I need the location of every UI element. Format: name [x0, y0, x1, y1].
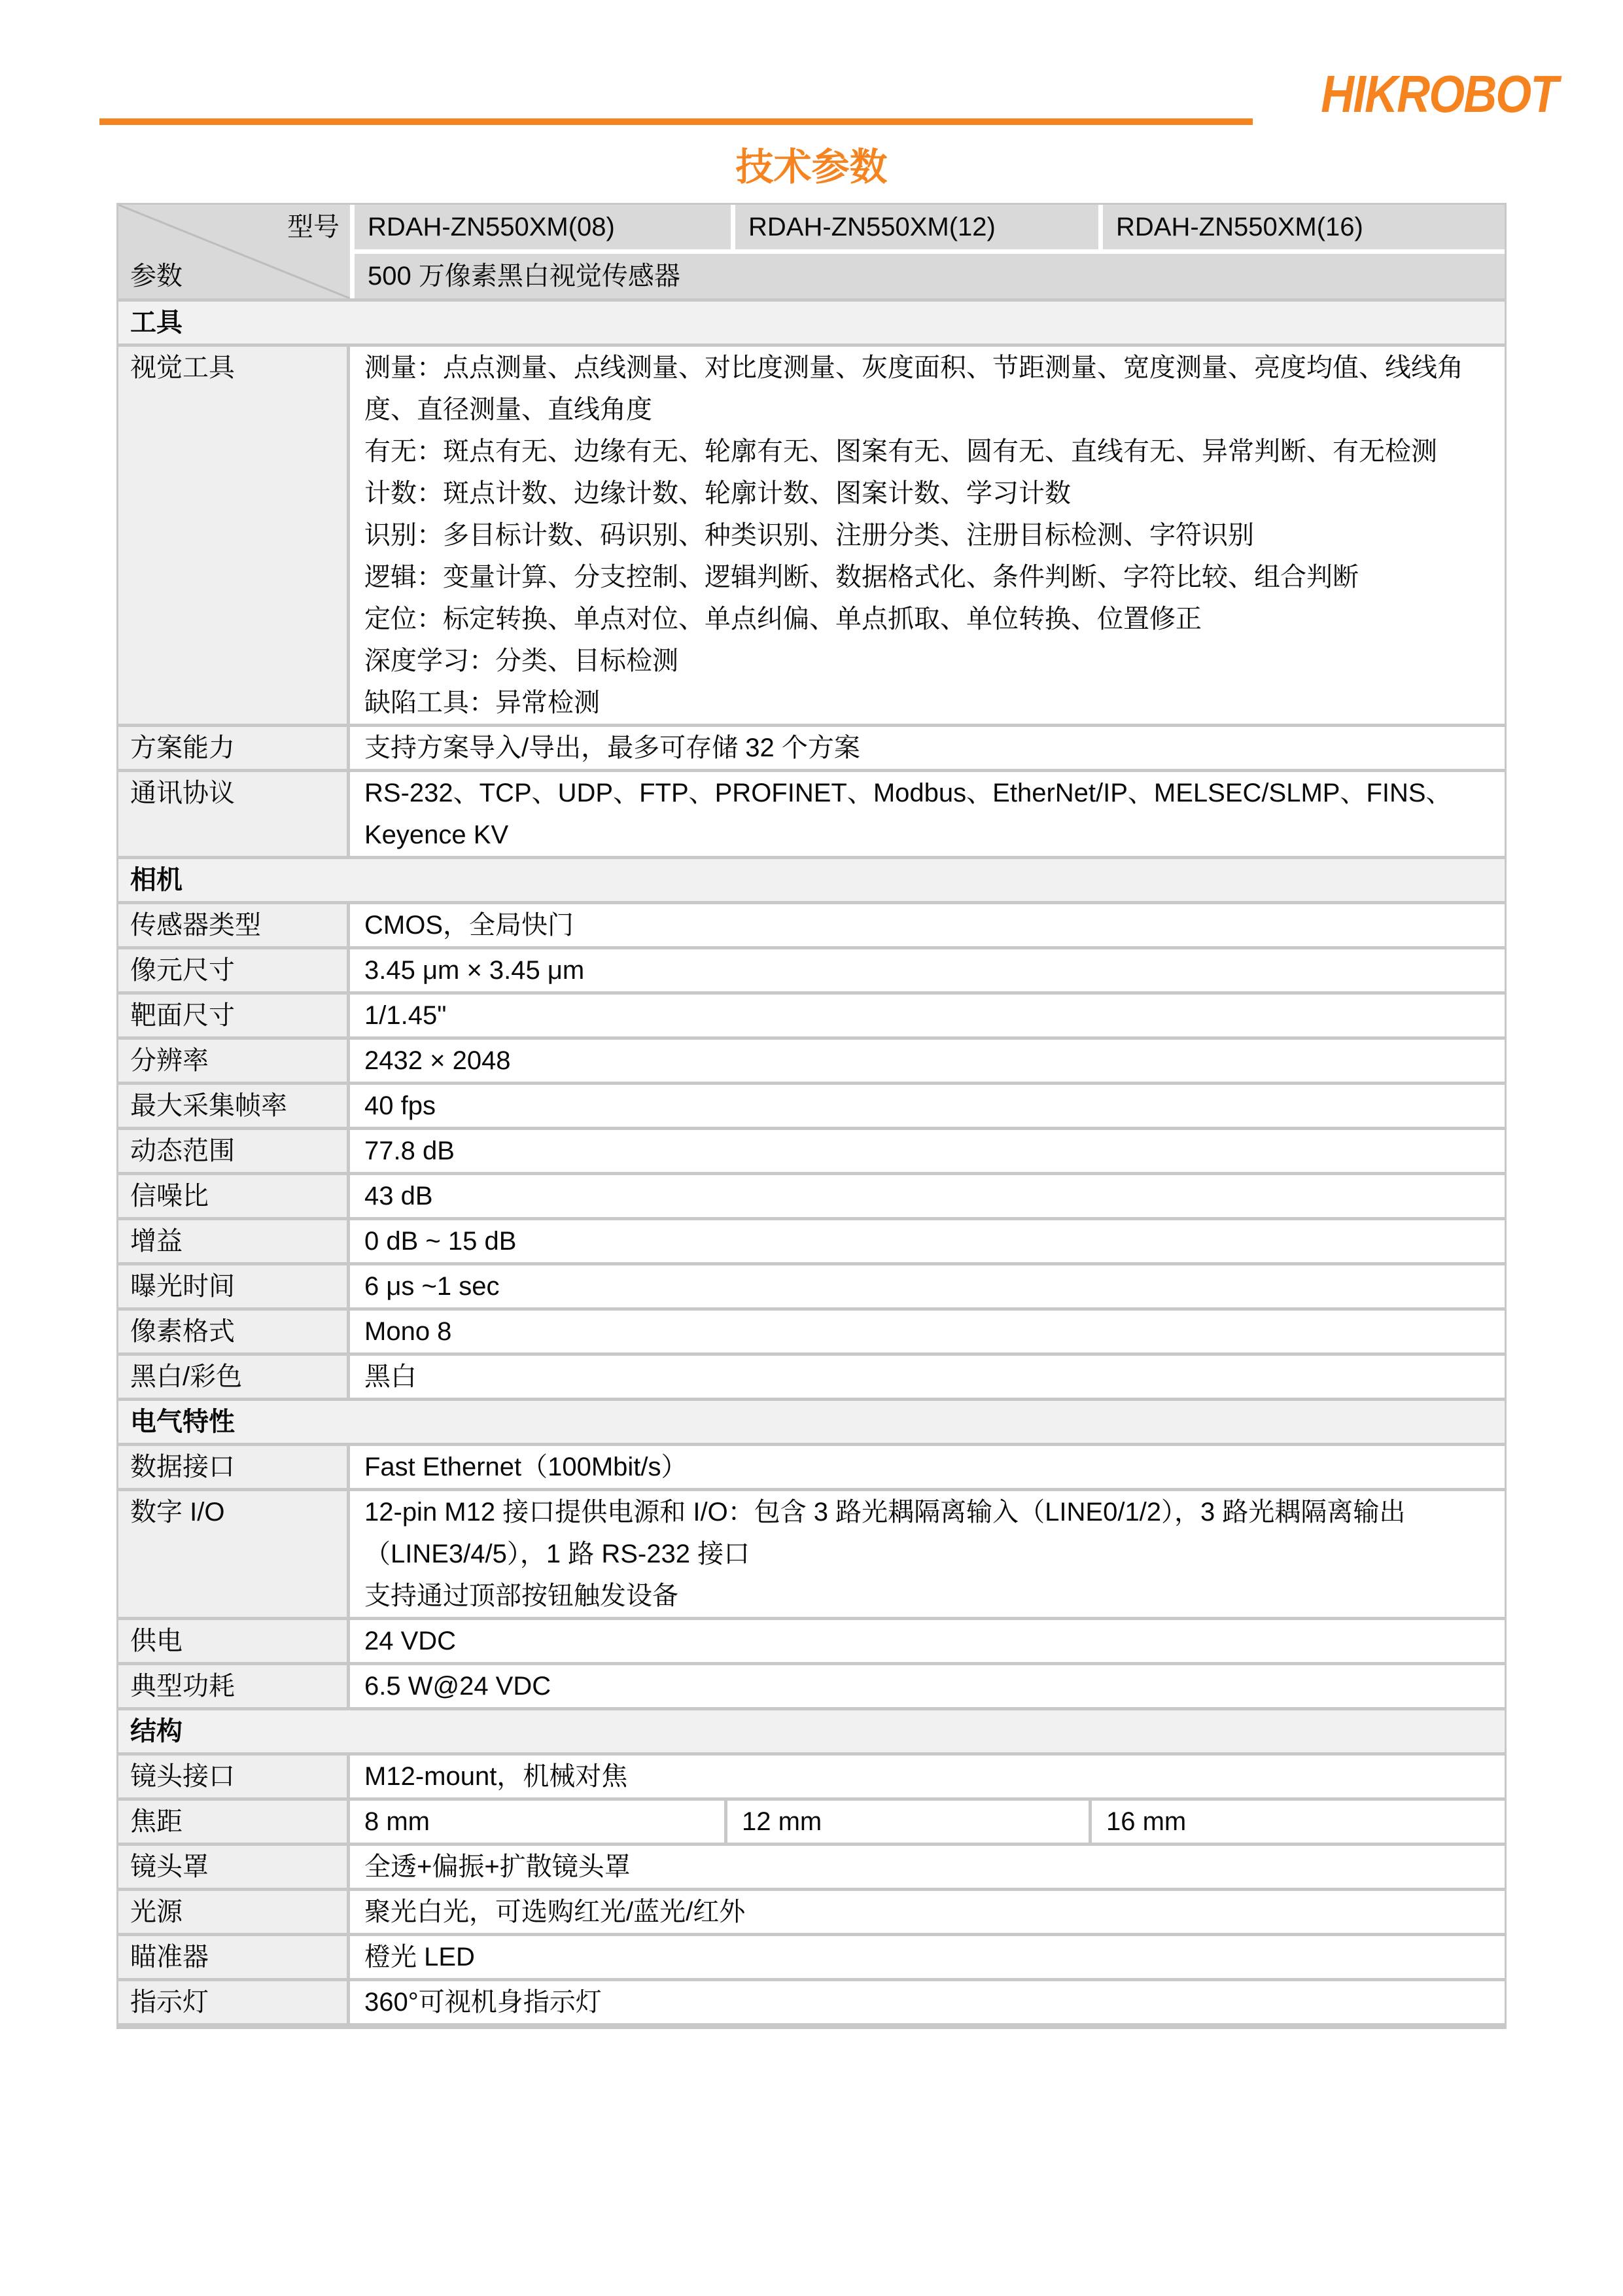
- section-header: 结构: [118, 1707, 1505, 1752]
- row-value: 聚光白光，可选购红光/蓝光/红外: [364, 1898, 746, 1926]
- spec-row: [118, 1888, 1505, 1933]
- spec-row: [118, 1172, 1505, 1217]
- spec-row: [118, 991, 1505, 1036]
- row-value: 1/1.45": [364, 1001, 447, 1030]
- spec-row: [118, 901, 1505, 946]
- row-value: [350, 347, 1505, 724]
- row-label: 曝光时间: [118, 1265, 350, 1307]
- spec-row: [118, 1443, 1505, 1488]
- spec-row: [118, 1217, 1505, 1262]
- spec-row: [118, 946, 1505, 991]
- model-cell: RDAH-ZN550XM(16): [1103, 205, 1505, 249]
- value-line: 计数：斑点计数、边缘计数、轮廓计数、图案计数、学习计数: [364, 479, 1071, 508]
- series-description-cell: 500 万像素黑白视觉传感器: [355, 254, 1505, 298]
- spec-row: [118, 1036, 1505, 1082]
- row-value: RS-232、TCP、UDP、FTP、PROFINET、Modbus、EtherNet/IP、MELSEC/SLMP、FINS、Keyence KV: [364, 779, 1452, 849]
- row-label: 动态范围: [118, 1130, 350, 1172]
- spec-table: [116, 203, 1507, 2029]
- row-label: 靶面尺寸: [118, 995, 350, 1036]
- table-header: [118, 205, 1505, 298]
- row-label: 镜头接口: [118, 1756, 350, 1797]
- model-row: [355, 205, 1505, 249]
- row-label: 传感器类型: [118, 904, 350, 946]
- row-value: Mono 8: [364, 1317, 452, 1346]
- row-value: 支持方案导入/导出，最多可存储 32 个方案: [364, 733, 860, 762]
- row-value: 黑白: [364, 1362, 417, 1391]
- spec-row: [118, 724, 1505, 769]
- value-line: 深度学习：分类、目标检测: [364, 646, 678, 675]
- spec-row: [118, 1662, 1505, 1707]
- model-cell: RDAH-ZN550XM(12): [735, 205, 1098, 249]
- row-value: 24 VDC: [364, 1627, 457, 1655]
- row-label: 视觉工具: [118, 347, 350, 724]
- row-label: 分辨率: [118, 1040, 350, 1082]
- row-label: 指示灯: [118, 1981, 350, 2023]
- value-line: 识别：多目标计数、码识别、种类识别、注册分类、注册目标检测、字符识别: [364, 521, 1254, 550]
- row-label: 光源: [118, 1891, 350, 1933]
- row-value: CMOS，全局快门: [364, 911, 574, 940]
- row-value: 360°可视机身指示灯: [364, 1988, 602, 2017]
- row-value: 77.8 dB: [364, 1137, 455, 1165]
- model-cell: RDAH-ZN550XM(08): [355, 205, 731, 249]
- row-value: M12-mount，机械对焦: [364, 1762, 628, 1791]
- row-value: [350, 1491, 1505, 1617]
- row-label: 信噪比: [118, 1175, 350, 1217]
- spec-row: [118, 1752, 1505, 1797]
- row-value: 40 fps: [364, 1091, 436, 1120]
- spec-row: [118, 1843, 1505, 1888]
- brand-logo: HIKROBOT: [1321, 65, 1558, 123]
- spec-row: [118, 344, 1505, 724]
- corner-cell: [118, 205, 350, 298]
- spec-row: [118, 1617, 1505, 1662]
- row-value: 16 mm: [1106, 1807, 1187, 1836]
- row-label: 最大采集帧率: [118, 1085, 350, 1127]
- row-label: 通讯协议: [118, 772, 350, 856]
- row-label: 典型功耗: [118, 1665, 350, 1707]
- row-label: 瞄准器: [118, 1936, 350, 1978]
- spec-row: [118, 1352, 1505, 1398]
- spec-row: [118, 1127, 1505, 1172]
- spec-row-focal-length: [118, 1797, 1505, 1843]
- row-value: 0 dB ~ 15 dB: [364, 1227, 517, 1256]
- value-line: 缺陷工具：异常检测: [364, 688, 600, 717]
- spec-row: [118, 769, 1505, 856]
- row-label: 像元尺寸: [118, 949, 350, 991]
- row-value: 12 mm: [727, 1801, 1092, 1843]
- row-label: 镜头罩: [118, 1846, 350, 1888]
- row-label: 黑白/彩色: [118, 1356, 350, 1398]
- row-label: 供电: [118, 1620, 350, 1662]
- value-line: 定位：标定转换、单点对位、单点纠偏、单点抓取、单位转换、位置修正: [364, 605, 1202, 633]
- section-header: 相机: [118, 856, 1505, 901]
- value-line: 12-pin M12 接口提供电源和 I/O：包含 3 路光耦隔离输入（LINE0/1/2），3 路光耦隔离输出（LINE3/4/5），1 路 RS-232 接口: [364, 1498, 1406, 1568]
- row-value: 3.45 μm × 3.45 μm: [364, 956, 585, 985]
- value-line: 支持通过顶部按钮触发设备: [364, 1581, 678, 1610]
- row-label: 方案能力: [118, 727, 350, 769]
- row-value: Fast Ethernet（100Mbit/s）: [364, 1453, 688, 1481]
- spec-row: [118, 1488, 1505, 1617]
- value-line: 测量：点点测量、点线测量、对比度测量、灰度面积、节距测量、宽度测量、亮度均值、线线角度、直径测量、直线角度: [364, 353, 1463, 424]
- corner-label-model: 型号: [287, 213, 340, 241]
- spec-row: [118, 1262, 1505, 1307]
- section-header: 工具: [118, 298, 1505, 344]
- spec-row: [118, 1082, 1505, 1127]
- row-label: 增益: [118, 1220, 350, 1262]
- spec-row: [118, 1933, 1505, 1978]
- value-line: 有无：斑点有无、边缘有无、轮廓有无、图案有无、圆有无、直线有无、异常判断、有无检测: [364, 437, 1437, 466]
- row-value: 全透+偏振+扩散镜头罩: [364, 1852, 631, 1881]
- document-header: [0, 0, 1623, 203]
- row-label: 像素格式: [118, 1311, 350, 1352]
- brand-rule: [99, 118, 1253, 125]
- header-right: [355, 205, 1505, 298]
- corner-label-parameter: 参数: [130, 262, 183, 291]
- row-value: 8 mm: [350, 1801, 727, 1843]
- value-line: 逻辑：变量计算、分支控制、逻辑判断、数据格式化、条件判断、字符比较、组合判断: [364, 563, 1359, 592]
- row-label: 焦距: [118, 1801, 350, 1843]
- row-value: 2432 × 2048: [364, 1046, 511, 1075]
- spec-row: [118, 1978, 1505, 2023]
- row-value: 6 μs ~1 sec: [364, 1272, 500, 1301]
- row-value: 43 dB: [364, 1182, 433, 1210]
- page-title: 技术参数: [735, 146, 888, 188]
- row-value: 橙光 LED: [364, 1943, 475, 1971]
- row-label: 数字 I/O: [118, 1491, 350, 1617]
- spec-row: [118, 1307, 1505, 1352]
- section-header: 电气特性: [118, 1398, 1505, 1443]
- row-label: 数据接口: [118, 1446, 350, 1488]
- row-value: 6.5 W@24 VDC: [364, 1672, 551, 1701]
